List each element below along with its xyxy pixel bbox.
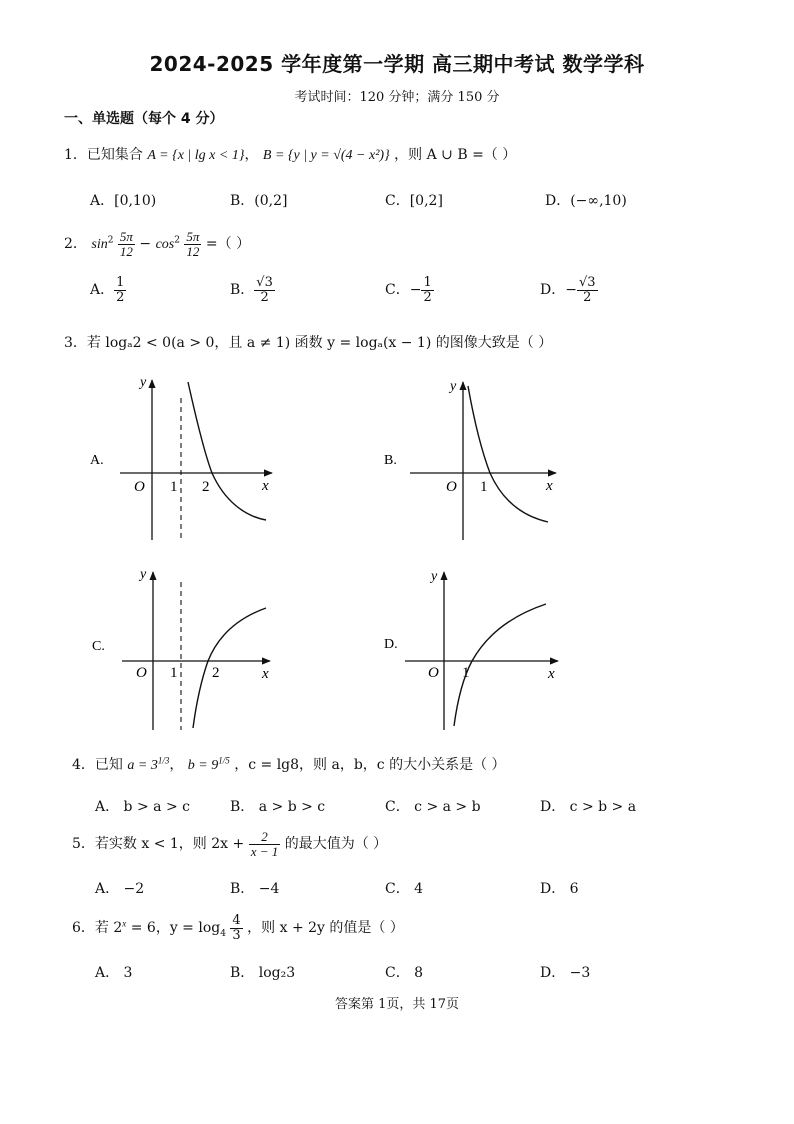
question-number: 3．: [64, 335, 87, 351]
tick-label: 2: [212, 665, 220, 681]
question-text-tail: ，则 x + 2y 的值是（ ）: [247, 920, 404, 937]
option-label: B．: [230, 282, 255, 299]
frac-num: 2: [249, 830, 281, 845]
q1-option-a[interactable]: A．[0,10): [90, 193, 157, 209]
a-exponent: 1/3: [157, 755, 170, 766]
q6-option-d[interactable]: D． −3: [540, 965, 591, 981]
x-axis-label: x: [548, 666, 555, 682]
tick-label: 1: [170, 665, 178, 681]
q2-option-a[interactable]: [90, 276, 126, 304]
a-base: a = 3: [127, 758, 158, 773]
graph-d[interactable]: [384, 569, 558, 730]
option-fraction: [421, 276, 433, 304]
option-fraction: [254, 276, 275, 304]
q1-option-b[interactable]: B．(0,2]: [230, 193, 288, 209]
q5-option-a[interactable]: A． −2: [95, 881, 145, 897]
option-label: C．−: [385, 282, 422, 299]
q5-option-b[interactable]: B． −4: [230, 881, 280, 897]
square-exp: 2: [107, 235, 114, 246]
q5-option-c[interactable]: C． 4: [385, 881, 424, 897]
graph-b[interactable]: [384, 379, 556, 540]
q1-option-d[interactable]: D．(−∞,10): [545, 193, 627, 209]
frac-num: 4: [232, 913, 241, 928]
separator: ，: [244, 147, 259, 163]
minus-sign: −: [139, 236, 152, 253]
tick-label: 1: [480, 479, 488, 495]
curve: [188, 382, 266, 520]
q5-option-d[interactable]: D． 6: [540, 881, 579, 897]
q6-option-b[interactable]: B． log₂3: [230, 965, 296, 981]
y-axis-label: y: [140, 567, 147, 582]
question-6: [72, 914, 404, 942]
exponent-x: x: [122, 918, 127, 929]
question-number: 2．: [64, 236, 87, 253]
graph-label: C.: [92, 639, 105, 654]
question-number: 4．: [72, 757, 95, 773]
fraction-5pi-12: [184, 230, 201, 258]
curve: [193, 608, 266, 728]
fraction-2-over-x-minus-1: [249, 830, 281, 858]
option-fraction: [577, 276, 598, 304]
tick-label: 2: [202, 479, 210, 495]
frac-den: 12: [186, 243, 200, 259]
graph-c[interactable]: [92, 567, 270, 730]
y-axis-label: y: [431, 569, 438, 584]
question-number: 6．: [72, 920, 95, 937]
question-text: 若 2: [94, 920, 123, 937]
q6-option-a[interactable]: A． 3: [95, 965, 133, 981]
option-label: D．−: [540, 282, 577, 299]
frac-den: 2: [260, 289, 269, 305]
q4-option-b[interactable]: B． a > b > c: [230, 799, 326, 815]
graph-label: D.: [384, 637, 398, 652]
question-2: [64, 230, 250, 258]
frac-num: 1: [116, 275, 125, 290]
q4-option-a[interactable]: A． b > a > c: [95, 799, 190, 815]
square-exp: 2: [174, 235, 180, 246]
x-axis-label: x: [262, 478, 269, 494]
section-heading: 一、单选题（每个 4 分）: [64, 111, 224, 127]
question-text-tail: =（ ）: [205, 236, 251, 253]
question-text-tail: ，c = lg8，则 a，b，c 的大小关系是（ ）: [234, 757, 506, 773]
log-base: 4: [220, 928, 226, 939]
b-exponent: 1/5: [218, 755, 230, 766]
question-number: 5．: [72, 836, 95, 853]
question-5: [72, 830, 387, 858]
page-footer: 答案第 1页，共 17页: [334, 997, 460, 1012]
question-3: [64, 332, 552, 352]
frac-den: 2: [583, 289, 592, 305]
origin-label: O: [428, 665, 439, 681]
frac-den: 2: [116, 289, 125, 305]
graph-a[interactable]: [90, 375, 272, 540]
tick-label: 1: [170, 479, 178, 495]
option-label: A．: [90, 282, 115, 299]
cos-label: cos: [155, 237, 175, 253]
fraction-5pi-12: [118, 230, 135, 258]
q4-option-c[interactable]: C． c > a > b: [385, 799, 481, 815]
fraction-4-3: [230, 914, 242, 942]
frac-den: 3: [232, 927, 241, 943]
x-axis-label: x: [546, 478, 553, 494]
frac-den: 2: [423, 289, 432, 305]
question-text-mid: = 6，y = log: [126, 920, 221, 937]
frac-num: 5π: [119, 229, 133, 244]
b-base: b = 9: [187, 758, 219, 773]
frac-num: √3: [256, 275, 273, 290]
y-axis-label: y: [450, 379, 457, 394]
question-1: [64, 144, 516, 164]
origin-label: O: [134, 479, 145, 495]
tick-label: 1: [462, 665, 470, 681]
origin-label: O: [136, 665, 147, 681]
q2-option-c[interactable]: [385, 276, 434, 304]
sin-label: sin: [91, 237, 108, 253]
exam-title: 2024-2025 学年度第一学期 高三期中考试 数学学科: [149, 52, 645, 76]
set-b: B = {y | y = √(4 − x²)}: [262, 148, 390, 163]
origin-label: O: [446, 479, 457, 495]
a-def: [127, 755, 170, 773]
frac-num: √3: [578, 275, 596, 290]
question-text-tail: 的最大值为（ ）: [284, 836, 388, 853]
frac-num: 1: [423, 275, 432, 290]
question-text-tail: ，则 A ∪ B =（ ）: [394, 147, 517, 163]
q1-option-c[interactable]: C．[0,2]: [385, 193, 443, 209]
question-text: 若实数 x < 1，则 2x +: [94, 836, 245, 853]
q2-option-d[interactable]: [540, 276, 598, 304]
curve: [468, 386, 548, 522]
question-text: 已知集合: [86, 147, 143, 163]
question-4: 4．已知 $a = 3^{1/3}$， $b = 9^{1/5}$ ，c = lg8，则 a，b，c 的大小关系是（ ）: [72, 755, 506, 773]
question-number: 1．: [64, 147, 87, 163]
q2-option-b[interactable]: [230, 276, 275, 304]
frac-den: 12: [119, 243, 133, 259]
graph-label: B.: [384, 453, 397, 468]
q6-option-c[interactable]: C． 8: [385, 965, 424, 981]
x-axis-label: x: [262, 666, 269, 682]
q3-graphs: [0, 360, 794, 745]
option-fraction: [114, 276, 126, 304]
frac-num: 5π: [186, 229, 200, 244]
graph-label: A.: [90, 453, 104, 468]
q4-option-d[interactable]: D． c > b > a: [540, 799, 637, 815]
y-axis-label: y: [140, 375, 147, 390]
question-text: 若 logₐ2 < 0(a > 0，且 a ≠ 1) 函数 y = logₐ(x − 1) 的图像大致是（ ）: [86, 335, 553, 351]
set-a: A = {x | lg x < 1}: [147, 148, 245, 163]
frac-den: x − 1: [250, 843, 279, 859]
question-text: 已知: [94, 757, 123, 773]
exam-subtitle: 考试时间：120 分钟；满分 150 分: [294, 90, 500, 105]
b-def: [187, 755, 230, 773]
